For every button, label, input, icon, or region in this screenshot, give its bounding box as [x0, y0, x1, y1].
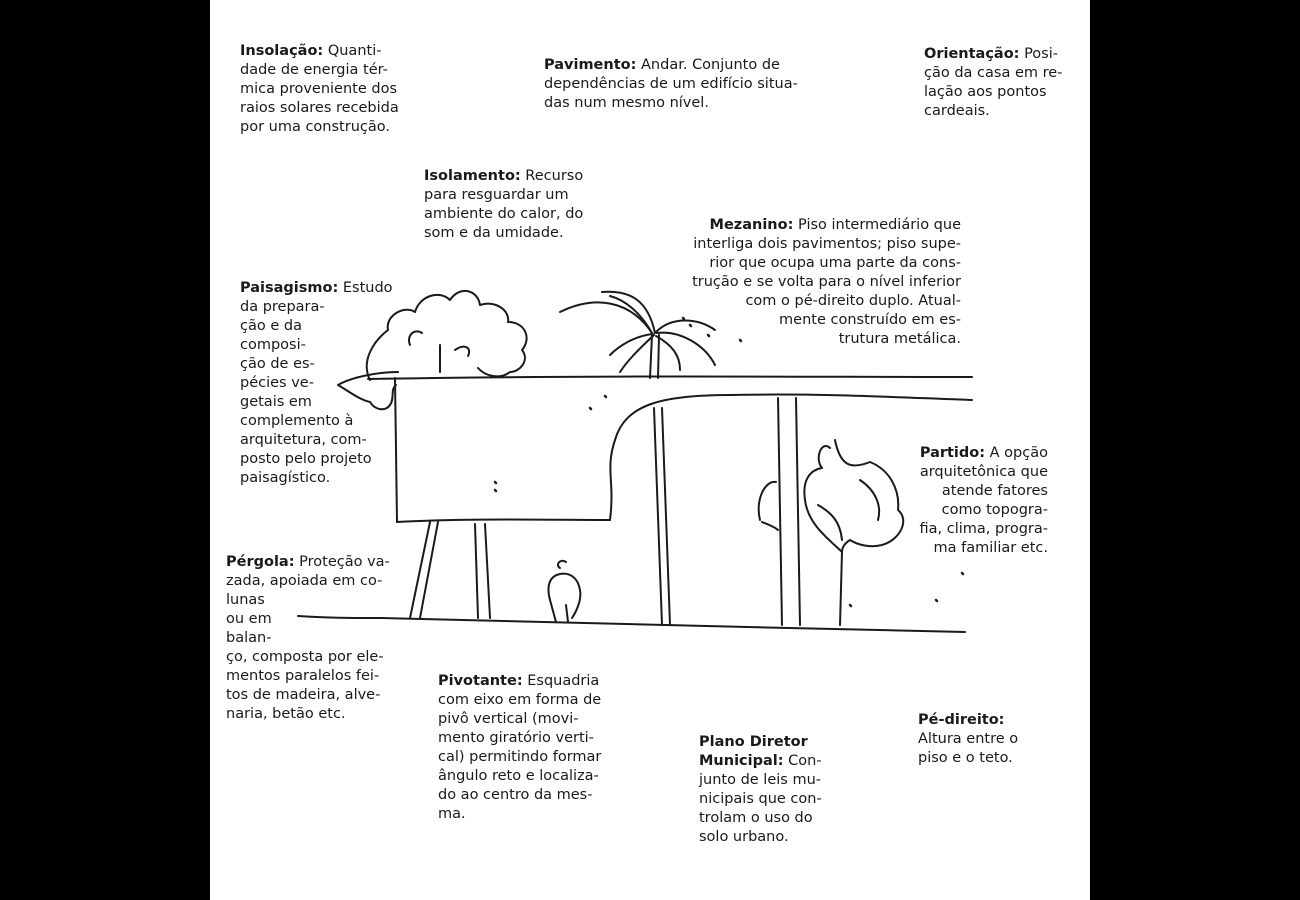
upper-volume	[395, 378, 972, 522]
definition-line: cardeais.	[924, 103, 990, 119]
definition-line: fia, clima, progra-	[919, 521, 1048, 537]
definition-line: por uma construção.	[240, 119, 390, 135]
roof-slab	[368, 377, 972, 380]
definition-line: tos de madeira, alve-	[226, 687, 381, 703]
definition-line: naria, betão etc.	[226, 706, 346, 722]
definition-line: lação aos pontos	[924, 84, 1047, 100]
definition-line: zada, apoiada em co-	[226, 573, 383, 589]
definition-line: interliga dois pavimentos; piso supe-	[693, 236, 961, 252]
definition-line: mentos paralelos fei-	[226, 668, 380, 684]
definition-line: com o pé-direito duplo. Atual-	[745, 293, 961, 309]
definition-line: ângulo reto e localiza-	[438, 768, 599, 784]
term-pergola: Pérgola:	[226, 554, 295, 570]
term-pe-direito: Pé-direito:	[918, 712, 1005, 728]
term-municipal: Municipal:	[699, 753, 784, 769]
entry-pe-direito	[918, 711, 1018, 768]
definition-line: ou em	[226, 611, 272, 627]
definition-line: Posi-	[1019, 46, 1058, 62]
definition-line: dade de energia tér-	[240, 62, 388, 78]
definition-line: dependências de um edifício situa-	[544, 76, 798, 92]
definition-line: como topogra-	[941, 502, 1048, 518]
entry-plano-diretor	[699, 733, 822, 847]
definition-line: lunas	[226, 592, 265, 608]
ground-line	[298, 616, 965, 632]
definition-line: Andar. Conjunto de	[636, 57, 780, 73]
definition-line: Altura entre o	[918, 731, 1019, 747]
definition-line: ção da casa em re-	[924, 65, 1063, 81]
definition-line: pécies ve-	[240, 375, 314, 391]
sketch-dots	[495, 318, 963, 606]
definition-line: mica proveniente dos	[240, 81, 398, 97]
definition-line: trução e se volta para o nível inferior	[692, 274, 961, 290]
definition-line: Recurso	[520, 168, 584, 184]
definition-line: da prepara-	[240, 299, 325, 315]
definition-line: complemento à	[240, 413, 354, 429]
definition-line: mento giratório verti-	[438, 730, 594, 746]
definition-line: Estudo	[338, 280, 393, 296]
entry-pavimento	[544, 56, 798, 113]
entry-insolacao	[240, 42, 399, 137]
definition-line: raios solares recebida	[240, 100, 399, 116]
entry-pergola	[226, 553, 390, 724]
term-insolacao: Insolação:	[240, 43, 324, 59]
term-plano-diretor: Plano Diretor	[699, 734, 808, 750]
glossary-sheet	[210, 0, 1090, 900]
definition-line: rior que ocupa uma parte da cons-	[709, 255, 961, 271]
definition-line: paisagístico.	[240, 470, 331, 486]
definition-line: ma familiar etc.	[933, 540, 1048, 556]
term-partido: Partido:	[919, 445, 986, 461]
definition-line: nicipais que con-	[699, 791, 822, 807]
columns	[410, 398, 800, 625]
definition-line: piso e o teto.	[918, 750, 1013, 766]
definition-line: Piso intermediário que	[793, 217, 961, 233]
person-figure	[548, 561, 580, 622]
definition-line: ção e da	[240, 318, 302, 334]
term-mezanino: Mezanino:	[709, 217, 794, 233]
term-isolamento: Isolamento:	[424, 168, 521, 184]
definition-line: arquitetura, com-	[240, 432, 367, 448]
definition-line: A opção	[985, 445, 1048, 461]
definition-line: para resguardar um	[424, 187, 569, 203]
definition-line: solo urbano.	[699, 829, 789, 845]
entry-orientacao	[924, 45, 1062, 121]
definition-line: composi-	[240, 337, 306, 353]
definition-line: ambiente do calor, do	[424, 206, 584, 222]
definition-line: Con-	[783, 753, 822, 769]
definition-line: trolam o uso do	[699, 810, 813, 826]
term-pivotante: Pivotante:	[438, 673, 523, 689]
definition-line: posto pelo projeto	[240, 451, 372, 467]
definition-line: ma.	[438, 806, 466, 822]
entry-isolamento	[424, 167, 583, 243]
definition-line: balan-	[226, 630, 272, 646]
definition-line: das num mesmo nível.	[544, 95, 709, 111]
definition-line: arquitetônica que	[919, 464, 1048, 480]
definition-line: pivô vertical (movi-	[438, 711, 579, 727]
entry-mezanino	[692, 216, 961, 349]
definition-line: ção de es-	[240, 356, 315, 372]
definition-line: mente construído em es-	[779, 312, 961, 328]
definition-line: do ao centro da mes-	[438, 787, 593, 803]
entry-paisagismo	[240, 279, 393, 488]
definition-line: Esquadria	[522, 673, 600, 689]
definition-line: com eixo em forma de	[438, 692, 602, 708]
definition-line: trutura metálica.	[838, 331, 961, 347]
definition-line: ço, composta por ele-	[226, 649, 384, 665]
definition-line: Quanti-	[323, 43, 382, 59]
definition-line: junto de leis mu-	[699, 772, 821, 788]
term-orientacao: Orientação:	[924, 46, 1020, 62]
definition-line: getais em	[240, 394, 312, 410]
term-pavimento: Pavimento:	[544, 57, 637, 73]
entry-partido	[920, 444, 1049, 558]
definition-line: som e da umidade.	[424, 225, 564, 241]
definition-line: cal) permitindo formar	[438, 749, 602, 765]
definition-line: Proteção va-	[294, 554, 390, 570]
term-paisagismo: Paisagismo:	[240, 280, 339, 296]
definition-line: atende fatores	[941, 483, 1048, 499]
entry-pivotante	[438, 672, 601, 824]
